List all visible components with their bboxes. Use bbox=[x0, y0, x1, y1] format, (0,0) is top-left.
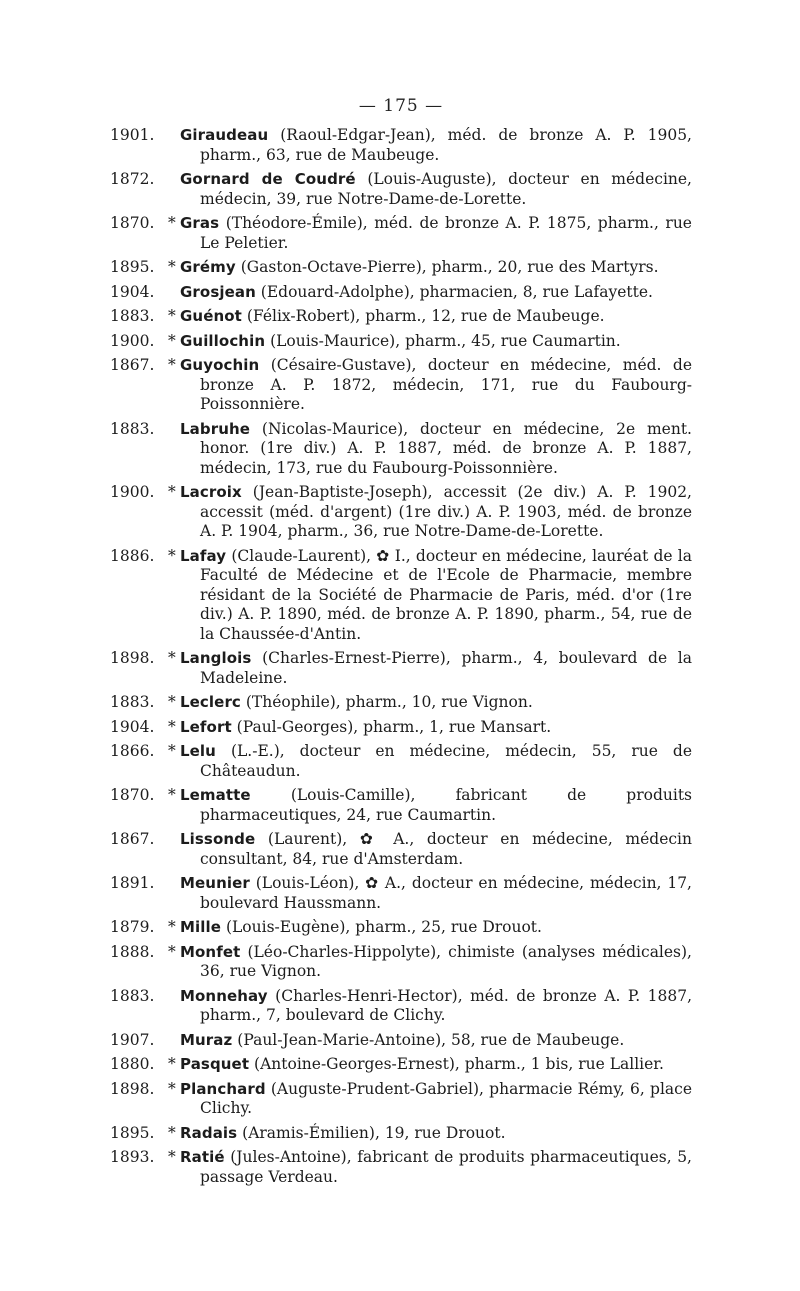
entry-description: (Laurent), ✿ A., docteur en médecine, médecin consultant, 84, rue d'Amsterdam. bbox=[200, 830, 692, 868]
entry-body bbox=[180, 214, 692, 253]
list-item bbox=[110, 307, 692, 327]
list-item bbox=[110, 718, 692, 738]
list-item bbox=[110, 693, 692, 713]
entry-description: (Jules-Antoine), fabricant de produits pharmaceutiques, 5, passage Verdeau. bbox=[200, 1148, 692, 1186]
entry-star-mark: * bbox=[168, 483, 176, 501]
entry-year: 1888. bbox=[110, 942, 155, 961]
entry-description: (Louis-Léon), ✿ A., docteur en médecine, médecin, 17, boulevard Haussmann. bbox=[200, 874, 692, 912]
entry-body bbox=[180, 943, 692, 982]
entry-year: 1883. bbox=[110, 693, 155, 711]
entry-star-mark: * bbox=[168, 1055, 176, 1073]
entry-body bbox=[180, 693, 692, 713]
entry-star-mark: * bbox=[168, 546, 176, 565]
entry-star-mark: * bbox=[168, 307, 176, 325]
entry-name: Lelu bbox=[180, 742, 216, 760]
entry-year: 1901. bbox=[110, 126, 155, 144]
entry-year: 1895. bbox=[110, 258, 155, 276]
entry-name: Leclerc bbox=[180, 693, 241, 711]
entry-body bbox=[180, 483, 692, 542]
entry-description: (Louis-Maurice), pharm., 45, rue Caumartin. bbox=[270, 331, 621, 350]
list-item bbox=[110, 356, 692, 415]
entry-year: 1883. bbox=[110, 419, 155, 438]
entry-name: Gornard de Coudré bbox=[180, 170, 356, 188]
entry-body bbox=[180, 332, 692, 352]
entry-body bbox=[180, 918, 692, 938]
entry-star-mark: * bbox=[168, 1148, 176, 1166]
entry-name: Grosjean bbox=[180, 282, 256, 301]
entry-name: Planchard bbox=[180, 1079, 266, 1098]
entry-year: 1872. bbox=[110, 170, 155, 188]
entry-year: 1891. bbox=[110, 874, 155, 892]
entry-year: 1893. bbox=[110, 1148, 155, 1166]
entry-description: (Félix-Robert), pharm., 12, rue de Maubeuge. bbox=[246, 307, 605, 325]
entry-year: 1900. bbox=[110, 331, 155, 350]
entry-description: (Gaston-Octave-Pierre), pharm., 20, rue des Martyrs. bbox=[240, 258, 659, 276]
list-item bbox=[110, 1080, 692, 1119]
entry-description: (L.-E.), docteur en médecine, médecin, 55, rue de Châteaudun. bbox=[200, 742, 692, 780]
entry-description: (Aramis-Émilien), 19, rue Drouot. bbox=[242, 1123, 506, 1142]
entry-body bbox=[180, 742, 692, 781]
list-item bbox=[110, 943, 692, 982]
entry-body bbox=[180, 420, 692, 479]
list-item bbox=[110, 126, 692, 165]
entry-star-mark: * bbox=[168, 1123, 176, 1142]
document-page bbox=[110, 96, 692, 1192]
entry-year: 1870. bbox=[110, 786, 155, 804]
entry-body bbox=[180, 1031, 692, 1051]
entry-description: (Théodore-Émile), méd. de bronze A. P. 1875, pharm., rue Le Peletier. bbox=[200, 214, 692, 252]
entry-year: 1898. bbox=[110, 649, 155, 667]
list-item bbox=[110, 1148, 692, 1187]
page-number: — 175 — bbox=[358, 96, 444, 116]
entry-name: Meunier bbox=[180, 874, 250, 892]
entry-description: (Théophile), pharm., 10, rue Vignon. bbox=[245, 693, 533, 711]
list-item bbox=[110, 283, 692, 303]
entry-body bbox=[180, 1148, 692, 1187]
list-item bbox=[110, 170, 692, 209]
list-item bbox=[110, 1124, 692, 1144]
entry-star-mark: * bbox=[168, 942, 176, 961]
entry-year: 1904. bbox=[110, 282, 155, 301]
list-item bbox=[110, 332, 692, 352]
entry-year: 1879. bbox=[110, 918, 155, 936]
entry-body bbox=[180, 1055, 692, 1075]
entry-body bbox=[180, 283, 692, 303]
entry-name: Guénot bbox=[180, 307, 242, 325]
entry-name: Monfet bbox=[180, 942, 241, 961]
entry-year: 1898. bbox=[110, 1079, 155, 1098]
entry-description: (Louis-Auguste), docteur en médecine, médecin, 39, rue Notre-Dame-de-Lorette. bbox=[200, 170, 692, 208]
entry-name: Lissonde bbox=[180, 830, 256, 848]
entry-year: 1904. bbox=[110, 717, 155, 736]
entry-name: Guillochin bbox=[180, 331, 266, 350]
entry-year: 1866. bbox=[110, 742, 155, 760]
entry-year: 1907. bbox=[110, 1030, 155, 1049]
entry-name: Pasquet bbox=[180, 1055, 250, 1073]
entry-year: 1880. bbox=[110, 1055, 155, 1073]
entry-description: (Jean-Baptiste-Joseph), accessit (2e div.) A. P. 1902, accessit (méd. d'argent) (1re div.) A. P. 1903, méd. de bronze A. P. 1904, pharm., 36, rue Notre-Dame-de-Lorette. bbox=[200, 483, 692, 540]
list-item bbox=[110, 987, 692, 1026]
list-item bbox=[110, 214, 692, 253]
entry-description: (Auguste-Prudent-Gabriel), pharmacie Rémy, 6, place Clichy. bbox=[200, 1079, 692, 1117]
entry-description: (Paul-Georges), pharm., 1, rue Mansart. bbox=[236, 717, 552, 736]
list-item bbox=[110, 547, 692, 645]
list-item bbox=[110, 1055, 692, 1075]
entry-description: (Louis-Camille), fabricant de produits pharmaceutiques, 24, rue Caumartin. bbox=[200, 786, 692, 824]
entry-description: (Paul-Jean-Marie-Antoine), 58, rue de Maubeuge. bbox=[237, 1030, 625, 1049]
list-item bbox=[110, 1031, 692, 1051]
entry-star-mark: * bbox=[168, 331, 176, 350]
entry-year: 1895. bbox=[110, 1123, 155, 1142]
list-item bbox=[110, 786, 692, 825]
entry-description: (Antoine-Georges-Ernest), pharm., 1 bis, rue Lallier. bbox=[254, 1055, 664, 1073]
entry-body bbox=[180, 649, 692, 688]
entry-name: Lafay bbox=[180, 546, 227, 565]
entry-star-mark: * bbox=[168, 649, 176, 667]
entry-description: (Edouard-Adolphe), pharmacien, 8, rue Lafayette. bbox=[260, 282, 653, 301]
entry-name: Radais bbox=[180, 1123, 238, 1142]
entry-star-mark: * bbox=[168, 742, 176, 760]
entry-body bbox=[180, 126, 692, 165]
entry-name: Ratié bbox=[180, 1148, 225, 1166]
entry-star-mark: * bbox=[168, 918, 176, 936]
entry-name: Guyochin bbox=[180, 356, 260, 374]
entry-body bbox=[180, 786, 692, 825]
entry-star-mark: * bbox=[168, 258, 176, 276]
entry-description: (Charles-Henri-Hector), méd. de bronze A. P. 1887, pharm., 7, boulevard de Clichy. bbox=[200, 986, 692, 1024]
entry-description: (Claude-Laurent), ✿ I., docteur en médecine, lauréat de la Faculté de Médecine et de l'Ecole de Pharmacie, membre résidant de la Société de Pharmacie de Paris, méd. d'or (1re div.) A. P. 1890, méd. de bronze A. P. 1890, pharm., 54, rue de la Chaussée-d'Antin. bbox=[200, 546, 692, 643]
entry-name: Labruhe bbox=[180, 419, 251, 438]
entry-description: (Césaire-Gustave), docteur en médecine, méd. de bronze A. P. 1872, médecin, 171, rue du Faubourg-Poissonnière. bbox=[200, 356, 692, 413]
entry-star-mark: * bbox=[168, 717, 176, 736]
entry-name: Mille bbox=[180, 918, 222, 936]
entry-description: (Raoul-Edgar-Jean), méd. de bronze A. P. 1905, pharm., 63, rue de Maubeuge. bbox=[200, 126, 692, 164]
entry-name: Muraz bbox=[180, 1030, 233, 1049]
member-list bbox=[110, 126, 692, 1187]
list-item bbox=[110, 918, 692, 938]
entry-description: (Nicolas-Maurice), docteur en médecine, 2e ment. honor. (1re div.) A. P. 1887, méd. de bronze A. P. 1887, médecin, 173, rue du Faubourg-Poissonnière. bbox=[200, 419, 692, 477]
entry-body bbox=[180, 830, 692, 869]
entry-star-mark: * bbox=[168, 214, 176, 232]
list-item bbox=[110, 830, 692, 869]
entry-description: (Charles-Ernest-Pierre), pharm., 4, boulevard de la Madeleine. bbox=[200, 649, 692, 687]
entry-body bbox=[180, 1080, 692, 1119]
entry-body bbox=[180, 258, 692, 278]
list-item bbox=[110, 483, 692, 542]
entry-body bbox=[180, 170, 692, 209]
entry-star-mark: * bbox=[168, 1079, 176, 1098]
entry-name: Lematte bbox=[180, 786, 251, 804]
entry-year: 1870. bbox=[110, 214, 155, 232]
list-item bbox=[110, 874, 692, 913]
entry-name: Lacroix bbox=[180, 483, 242, 501]
entry-name: Monnehay bbox=[180, 986, 268, 1005]
entry-star-mark: * bbox=[168, 786, 176, 804]
list-item bbox=[110, 420, 692, 479]
entry-description: (Louis-Eugène), pharm., 25, rue Drouot. bbox=[225, 918, 542, 936]
entry-body bbox=[180, 874, 692, 913]
entry-year: 1883. bbox=[110, 307, 155, 325]
entry-name: Giraudeau bbox=[180, 126, 269, 144]
entry-year: 1883. bbox=[110, 986, 155, 1005]
entry-body bbox=[180, 1124, 692, 1144]
entry-year: 1900. bbox=[110, 483, 155, 501]
list-item bbox=[110, 649, 692, 688]
entry-year: 1886. bbox=[110, 546, 155, 565]
entry-year: 1867. bbox=[110, 830, 155, 848]
entry-body bbox=[180, 987, 692, 1026]
entry-name: Langlois bbox=[180, 649, 252, 667]
entry-name: Lefort bbox=[180, 717, 232, 736]
entry-year: 1867. bbox=[110, 356, 155, 374]
entry-body bbox=[180, 718, 692, 738]
entry-body bbox=[180, 356, 692, 415]
entry-body bbox=[180, 547, 692, 645]
entry-body bbox=[180, 307, 692, 327]
list-item bbox=[110, 742, 692, 781]
entry-name: Gras bbox=[180, 214, 220, 232]
entry-star-mark: * bbox=[168, 693, 176, 711]
entry-description: (Léo-Charles-Hippolyte), chimiste (analyses médicales), 36, rue Vignon. bbox=[200, 942, 692, 980]
list-item bbox=[110, 258, 692, 278]
entry-name: Grémy bbox=[180, 258, 236, 276]
entry-star-mark: * bbox=[168, 356, 176, 374]
